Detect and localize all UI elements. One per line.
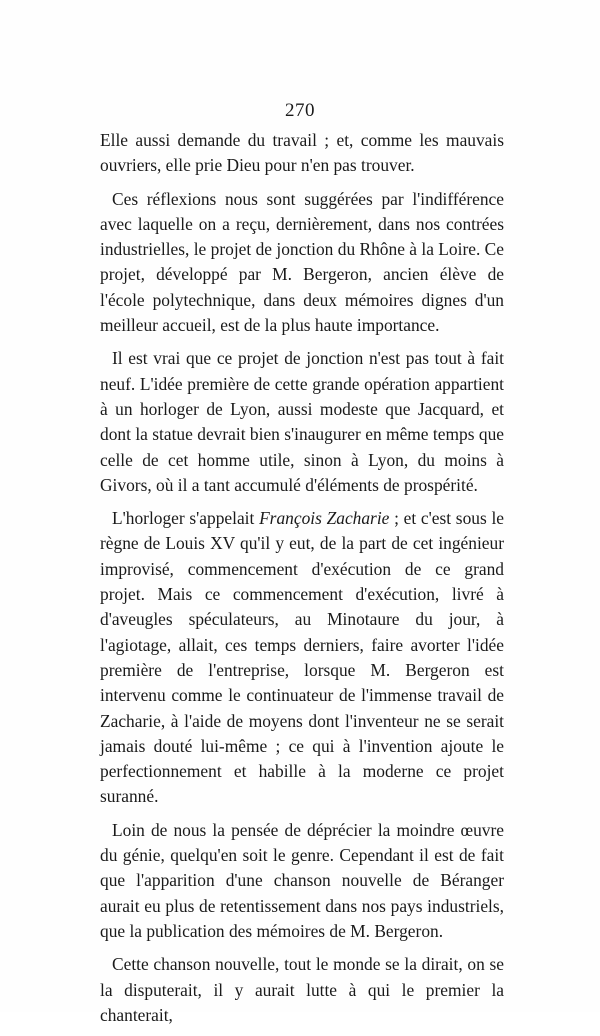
paragraph-beranger: Loin de nous la pensée de déprécier la moindre œuvre du génie, quelqu'en soit le genre. Cependant il est de fait que l'apparition d'une chanson nouvelle de Béranger aurait eu plus de retentissement dans nos pays industriels, que la publication des mémoires de M. Bergeron. xyxy=(100,819,504,941)
page-number: 270 xyxy=(285,100,315,121)
paragraph-horloger-rest: ; et c'est sous le règne de Louis XV qu'il y eut, de la part de cet ingénieur improvisé, commencement d'exécution de ce grand projet. Mais ce commencement d'exécution, livré à d'aveugles spéculateurs, au Minotaure du jour, à l'agiotage, allait, ces temps derniers, faire avorter l'idée première de l'entreprise, lorsque M. Bergeron est intervenu comme le continuateur de l'immense travail de Zacharie, à l'aide de moyens dont l'inventeur ne se serait jamais douté lui-même ; ce qui à l'invention ajoute le perfectionnement et habille à la moderne ce projet suranné. xyxy=(100,508,504,807)
paragraph-jonction: Il est vrai que ce projet de jonction n'est pas tout à fait neuf. L'idée première de cette grande opération appartient à un horloger de Lyon, aussi modeste que Jacquard, et dont la statue devrait bien s'inaugurer en même temps que celle de cet homme utile, sinon à Lyon, du moins à Givors, où il a tant accumulé d'éléments de prospérité. xyxy=(100,348,504,495)
paragraph-reflexions: Ces réflexions nous sont suggérées par l'indifférence avec laquelle on a reçu, dernièrement, dans nos contrées industrielles, le projet de jonction du Rhône à la Loire. Ce projet, développé par M. Bergeron, ancien élève de l'école polytechnique, dans deux mémoires dignes d'un meilleur accueil, est de la plus haute importance. xyxy=(100,188,504,336)
paragraph-horloger xyxy=(100,506,504,810)
page-body xyxy=(100,128,504,1036)
paragraph-continuation: Elle aussi demande du travail ; et, comme les mauvais ouvriers, elle prie Dieu pour n'en pas trouver. xyxy=(100,130,504,176)
paragraph-horloger-start: L'horloger s'appelait xyxy=(112,508,260,529)
name-francois-zacharie: François Zacharie xyxy=(259,508,390,529)
paragraph-chanson: Cette chanson nouvelle, tout le monde se la dirait, on se la disputerait, il y aurait lutte à qui le premier la chanterait, xyxy=(100,954,504,1025)
